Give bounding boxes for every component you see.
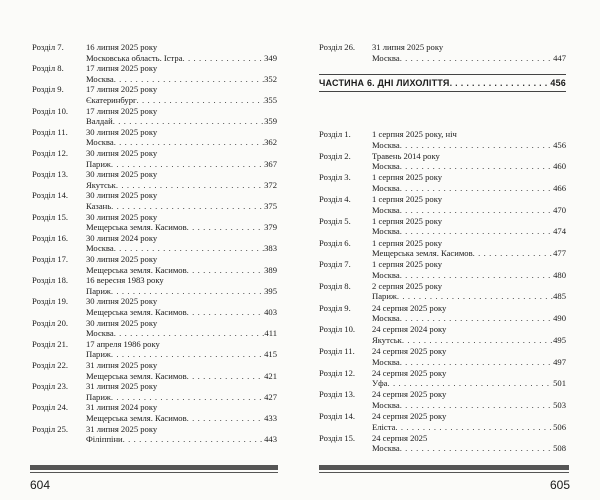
chapter-place: Якутськ	[86, 179, 116, 190]
chapter-place-line	[86, 222, 277, 233]
chapter-place-line	[86, 74, 277, 85]
dot-leader	[111, 201, 264, 212]
chapter-place-line	[86, 116, 277, 127]
dot-leader	[183, 53, 265, 64]
chapter-date: 31 липня 2025 року	[86, 360, 158, 370]
chapter-place-line	[86, 243, 277, 254]
chapter-label: Розділ 15.	[319, 432, 356, 443]
dot-leader	[187, 222, 264, 233]
chapter-date: 24 серпня 2025 року	[372, 389, 447, 400]
chapter-label: Розділ 20.	[32, 317, 69, 328]
chapter-label: Розділ 3.	[319, 172, 351, 183]
dot-leader	[111, 349, 264, 360]
chapter-date: 24 серпня 2025 року	[372, 367, 447, 378]
chapter-date: 17 липня 2025 року	[86, 105, 158, 116]
chapter-page: 470	[553, 204, 566, 215]
chapter-place: Москва	[372, 356, 400, 367]
chapter-place-line	[372, 291, 566, 302]
chapter-label: Розділ 9.	[32, 84, 64, 95]
chapter-label: Розділ 26.	[319, 42, 356, 52]
chapter-label: Розділ 18.	[32, 275, 69, 286]
chapter-place-line	[372, 140, 566, 151]
footer-rule-thin	[319, 472, 569, 473]
chapter-place: Мещерська земля. Касимов	[86, 222, 187, 233]
dot-leader	[123, 434, 264, 445]
chapter-date: 31 липня 2025 року	[372, 42, 444, 52]
chapter-place-line	[86, 413, 277, 424]
chapter-date: 1 серпня 2025 року	[372, 215, 443, 226]
chapter-place-line	[86, 137, 277, 148]
chapter-page: 415	[264, 349, 277, 360]
chapter-place: Москва	[372, 443, 400, 454]
chapter-place: Уфа	[372, 378, 388, 389]
chapter-place-line	[86, 371, 277, 382]
chapter-page: 383	[264, 243, 277, 254]
chapter-page: 501	[553, 378, 566, 389]
chapter-date: 24 серпня 2025 року	[372, 411, 447, 422]
dot-leader	[187, 371, 264, 382]
chapter-label: Розділ 22.	[32, 360, 69, 370]
dot-leader	[111, 159, 264, 170]
chapter-page: 411	[264, 328, 277, 339]
chapter-page: 508	[553, 443, 566, 454]
chapter-place-line	[86, 95, 277, 106]
chapter-date: 16 липня 2025 року	[86, 42, 158, 52]
chapter-place-line	[372, 422, 566, 433]
chapter-label: Розділ 19.	[32, 296, 69, 307]
chapter-page: 372	[264, 179, 277, 190]
chapter-page: 495	[553, 334, 566, 345]
chapter-page: 490	[553, 313, 566, 324]
dot-leader	[473, 248, 553, 259]
chapter-label: Розділ 10.	[32, 105, 69, 116]
chapter-label: Розділ 7.	[32, 42, 64, 52]
chapter-page: 367	[264, 158, 277, 169]
chapter-label: Розділ 14.	[32, 190, 69, 201]
chapter-place: Еліста	[372, 421, 396, 432]
chapter-place-line	[372, 53, 566, 64]
chapter-label: Розділ 12.	[32, 148, 69, 158]
footer-rule	[319, 465, 569, 470]
chapter-label: Розділ 25.	[32, 423, 69, 434]
dot-leader	[114, 137, 264, 148]
chapter-place-line	[86, 434, 277, 445]
chapter-label: Розділ 16.	[32, 232, 69, 243]
chapter-place: Москва	[372, 313, 400, 324]
chapter-page: 460	[553, 161, 566, 172]
chapter-place-line	[86, 201, 277, 212]
dot-leader	[187, 307, 264, 318]
dot-leader	[397, 291, 553, 302]
chapter-place: Москва	[372, 182, 400, 193]
chapter-date: 31 липня 2024 року	[86, 402, 158, 413]
chapter-place-line	[86, 328, 277, 339]
chapter-label: Розділ 6.	[319, 237, 351, 248]
chapter-page: 480	[553, 269, 566, 280]
chapter-place: Москва	[372, 52, 400, 63]
chapter-page: 352	[264, 73, 277, 84]
chapter-place: Москва	[86, 73, 114, 84]
chapter-page: 485	[553, 291, 566, 302]
dot-leader	[400, 400, 553, 411]
chapter-label: Розділ 21.	[32, 338, 69, 349]
chapter-label: Розділ 4.	[319, 194, 351, 205]
chapter-date: 17 липня 2025 року	[86, 84, 158, 95]
chapter-date: 1 серпня 2025 року	[372, 172, 443, 183]
chapter-page: 375	[264, 200, 277, 211]
chapter-date: 24 серпня 2025 року	[372, 346, 447, 356]
chapter-place-line	[372, 270, 566, 281]
chapter-place: Москва	[372, 204, 400, 215]
chapter-place: Москва	[86, 328, 114, 339]
chapter-place: Мещерська земля. Касимов	[86, 412, 187, 423]
chapter-place-line	[86, 349, 277, 360]
chapter-date: 30 липня 2025 року	[86, 190, 158, 201]
dot-leader	[400, 313, 553, 324]
dot-leader	[400, 270, 553, 281]
dot-leader	[387, 378, 553, 389]
chapter-place: Валдай	[86, 116, 113, 127]
chapter-date: 30 липня 2024 року	[86, 232, 158, 243]
dot-leader	[114, 74, 264, 85]
chapter-place: Мещерська земля. Касимов	[372, 248, 473, 258]
chapter-place: Москва	[372, 399, 400, 410]
chapter-date: 24 серпня 2024 року	[372, 324, 447, 335]
chapter-page: 474	[553, 226, 566, 237]
chapter-date: 1 серпня 2025 року	[372, 237, 443, 248]
chapter-page: 433	[264, 412, 277, 423]
chapter-place-line	[86, 265, 277, 276]
chapter-place: Париж	[86, 349, 111, 360]
chapter-label: Розділ 5.	[319, 215, 351, 226]
chapter-date: 30 липня 2025 року	[86, 317, 158, 328]
chapter-page: 503	[553, 399, 566, 410]
chapter-date: 30 липня 2025 року	[86, 254, 158, 264]
dot-leader	[400, 443, 553, 454]
chapter-place-line	[372, 313, 566, 324]
part-heading[interactable]	[319, 74, 566, 92]
chapter-label: Розділ 12.	[319, 367, 356, 378]
chapter-place-line	[372, 183, 566, 194]
chapter-page: 355	[264, 94, 277, 105]
chapter-page: 443	[264, 434, 277, 445]
chapter-place-line	[372, 357, 566, 368]
chapter-label: Розділ 13.	[319, 389, 356, 400]
chapter-label: Розділ 15.	[32, 211, 69, 222]
chapter-date: 17 апреля 1986 року	[86, 338, 160, 349]
dot-leader	[187, 265, 264, 276]
right-page	[300, 0, 600, 500]
chapter-place: Москва	[86, 137, 114, 148]
dot-leader	[400, 357, 553, 368]
chapter-place: Москва	[86, 243, 114, 254]
chapter-page: 395	[264, 285, 277, 296]
chapter-place: Єкатеринбург	[86, 94, 137, 105]
dot-leader	[114, 243, 264, 254]
chapter-date: Травень 2014 року	[372, 150, 440, 161]
chapter-label: Розділ 11.	[32, 126, 68, 137]
chapter-page: 389	[264, 264, 277, 275]
chapter-date: 31 липня 2025 року	[86, 381, 158, 392]
chapter-place-line	[372, 161, 566, 172]
chapter-label: Розділ 7.	[319, 259, 351, 270]
chapter-page: 497	[553, 356, 566, 367]
chapter-label: Розділ 14.	[319, 411, 356, 422]
chapter-page: 359	[264, 116, 277, 127]
chapter-place: Москва	[372, 139, 400, 150]
chapter-date: 31 липня 2025 року	[86, 423, 158, 434]
dot-leader	[111, 286, 264, 297]
chapter-date: 30 липня 2025 року	[86, 169, 158, 180]
chapter-place: Мещерська земля. Касимов	[86, 264, 187, 275]
chapter-place-line	[372, 378, 566, 389]
chapter-place: Москва	[372, 161, 400, 172]
dot-leader	[114, 328, 265, 339]
chapter-place: Філіппіни	[86, 434, 123, 445]
dot-leader	[400, 205, 553, 216]
chapter-date: 30 липня 2025 року	[86, 296, 158, 307]
chapter-page: 421	[264, 370, 277, 381]
chapter-page: 477	[553, 248, 566, 258]
chapter-place: Москва	[372, 269, 400, 280]
dot-leader	[400, 226, 553, 237]
chapter-place: Париж	[86, 158, 111, 169]
chapter-place: Париж	[86, 391, 111, 402]
chapter-place: Мещерська земля. Касимов	[86, 306, 187, 317]
chapter-place-line	[372, 335, 566, 346]
chapter-date: 30 липня 2025 року	[86, 211, 158, 222]
chapter-page: 362	[264, 137, 277, 148]
chapter-page: 506	[553, 421, 566, 432]
part-title: ЧАСТИНА 6. ДНІ ЛИХОЛІТТЯ	[319, 78, 450, 88]
chapter-label: Розділ 11.	[319, 346, 355, 356]
dot-leader	[187, 413, 264, 424]
chapter-date: 2 серпня 2025 року	[372, 280, 443, 291]
chapter-date: 30 липня 2025 року	[86, 126, 158, 137]
footer-rule-thin	[30, 472, 278, 473]
chapter-date: 16 вересня 1983 року	[86, 275, 164, 286]
chapter-place: Якутськ	[372, 334, 402, 345]
chapter-place-line	[372, 205, 566, 216]
chapter-page: 456	[553, 139, 566, 150]
chapter-date: 1 серпня 2025 року	[372, 259, 443, 270]
chapter-place-line	[372, 400, 566, 411]
dot-leader	[450, 78, 551, 88]
chapter-place-line	[86, 180, 277, 191]
part-page: 456	[550, 78, 566, 88]
chapter-label: Розділ 9.	[319, 302, 351, 313]
chapter-label: Розділ 10.	[319, 324, 356, 335]
chapter-page: 466	[553, 182, 566, 193]
chapter-place: Париж	[86, 285, 111, 296]
chapter-label: Розділ 24.	[32, 402, 69, 413]
dot-leader	[395, 422, 553, 433]
dot-leader	[402, 335, 553, 346]
chapter-place-line	[86, 392, 277, 403]
chapter-place-line	[86, 159, 277, 170]
chapter-place-line	[372, 443, 566, 454]
chapter-date: 1 серпня 2025 року	[372, 194, 443, 205]
chapter-date: 24 серпня 2025 року	[372, 302, 447, 313]
chapter-label: Розділ 8.	[319, 280, 351, 291]
chapter-label: Розділ 17.	[32, 254, 69, 264]
dot-leader	[400, 161, 553, 172]
chapter-place: Мещерська земля. Касимов	[86, 370, 187, 381]
chapter-label: Розділ 1.	[319, 129, 351, 139]
chapter-label: Розділ 13.	[32, 169, 69, 180]
chapter-place: Москва	[372, 226, 400, 237]
dot-leader	[400, 140, 553, 151]
dot-leader	[400, 183, 553, 194]
chapter-place: Московська область. Істра	[86, 52, 183, 63]
chapter-place-line	[86, 307, 277, 318]
dot-leader	[111, 392, 264, 403]
chapter-date: 30 липня 2025 року	[86, 148, 158, 158]
chapter-page: 427	[264, 391, 277, 402]
chapter-label: Розділ 2.	[319, 150, 351, 161]
chapter-page: 349	[264, 52, 277, 63]
chapter-place-line	[372, 248, 566, 259]
chapter-date: 17 липня 2025 року	[86, 63, 158, 74]
chapter-label: Розділ 23.	[32, 381, 69, 392]
page-number-left: 604	[30, 478, 51, 492]
chapter-place-line	[372, 226, 566, 237]
chapter-place: Казань	[86, 200, 112, 211]
dot-leader	[137, 95, 265, 106]
chapter-place-line	[86, 286, 277, 297]
chapter-place-line	[86, 53, 277, 64]
chapter-page: 447	[553, 52, 566, 63]
dot-leader	[400, 53, 553, 64]
chapter-label: Розділ 8.	[32, 63, 64, 74]
chapter-page: 379	[264, 222, 277, 233]
dot-leader	[113, 116, 264, 127]
footer-rule	[30, 465, 278, 470]
chapter-date: 1 серпня 2025 року, ніч	[372, 129, 457, 139]
page-number-right: 605	[550, 478, 571, 492]
chapter-page: 403	[264, 306, 277, 317]
chapter-place: Париж	[372, 291, 397, 302]
dot-leader	[116, 180, 264, 191]
chapter-date: 24 серпня 2025	[372, 432, 428, 443]
